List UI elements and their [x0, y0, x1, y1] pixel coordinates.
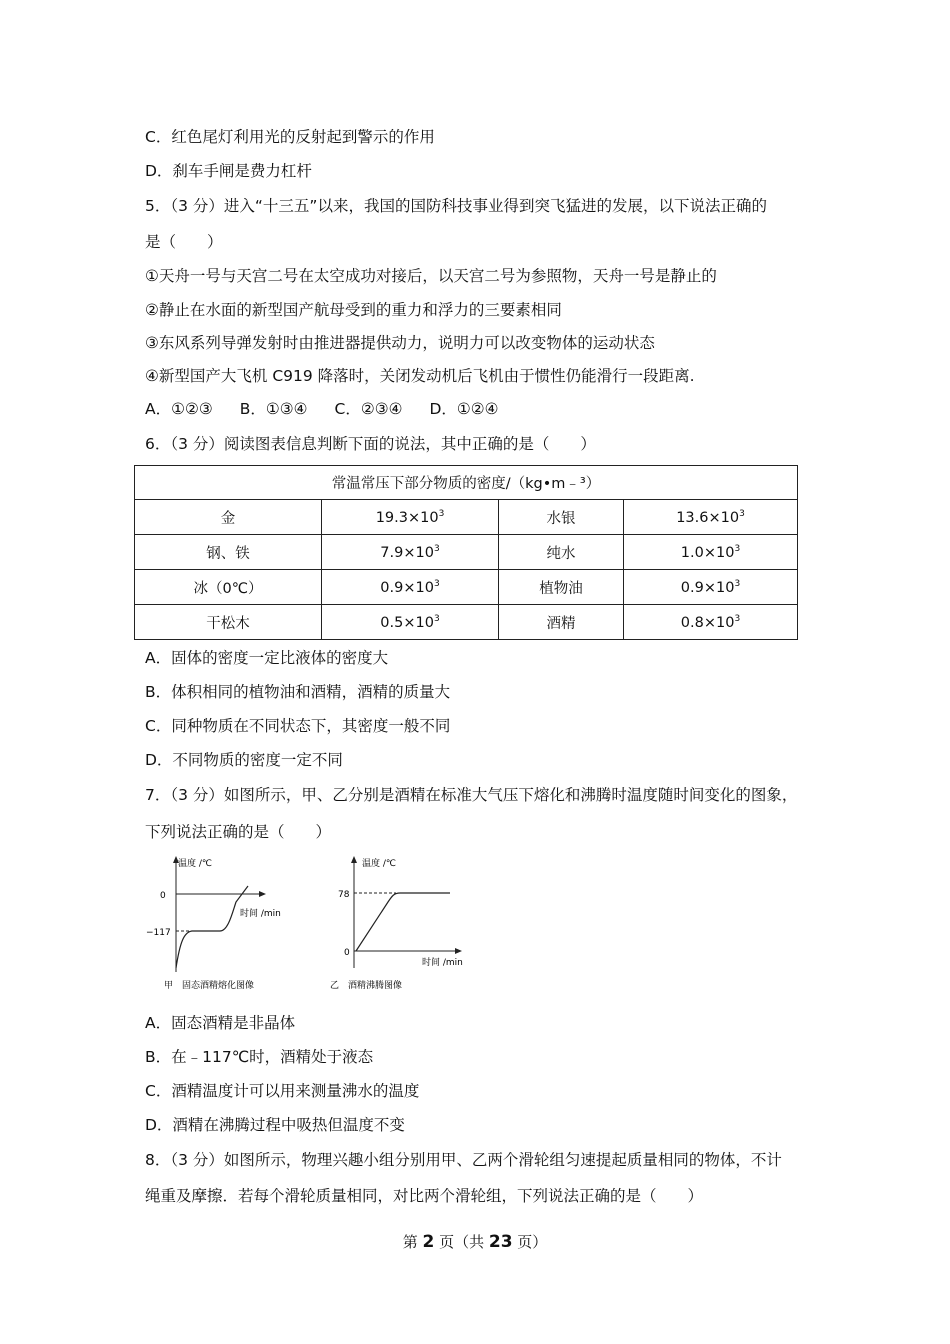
- q7-option-a[interactable]: A．固态酒精是非晶体: [145, 1014, 296, 1032]
- q5-statement-1: ①天舟一号与天宫二号在太空成功对接后，以天宫二号为参照物，天舟一号是静止的: [145, 267, 717, 285]
- svg-text:时间 /min: 时间 /min: [422, 958, 463, 968]
- option-d-prev: D．刹车手闸是费力杠杆: [145, 162, 312, 180]
- q5-statement-4: ④新型国产大飞机 C919 降落时，关闭发动机后飞机由于惯性仍能滑行一段距离.: [145, 367, 695, 385]
- svg-text:乙 酒精沸腾图像: 乙 酒精沸腾图像: [330, 981, 403, 991]
- q6-option-b[interactable]: B．体积相同的植物油和酒精，酒精的质量大: [145, 683, 451, 701]
- q6-option-d[interactable]: D．不同物质的密度一定不同: [145, 751, 343, 769]
- q5-option-c[interactable]: C．②③④: [334, 400, 403, 418]
- q5-option-a[interactable]: A．①②③: [145, 400, 213, 418]
- q5-stem: 5．（3 分）进入“十三五”以来，我国的国防科技事业得到突飞猛进的发展，以下说法正确的: [145, 197, 767, 215]
- svg-text:温度 /℃: 温度 /℃: [362, 859, 397, 869]
- q6-option-a[interactable]: A．固体的密度一定比液体的密度大: [145, 649, 389, 667]
- option-c-prev: C．红色尾灯利用光的反射起到警示的作用: [145, 128, 435, 146]
- table-row: 冰（0℃） $0.9\times 10^3$ 植物油 $0.9\times 10^3$: [135, 570, 798, 605]
- q7-option-c[interactable]: C．酒精温度计可以用来测量沸水的温度: [145, 1082, 420, 1100]
- q6-stem: 6．（3 分）阅读图表信息判断下面的说法，其中正确的是（ ）: [145, 435, 596, 453]
- q5-option-d[interactable]: D．①②④: [429, 400, 499, 418]
- page-footer: 第 2 页（共 23 页）: [402, 1232, 548, 1252]
- svg-text:甲 固态酒精熔化图像: 甲 固态酒精熔化图像: [164, 981, 255, 991]
- svg-text:温度 /℃: 温度 /℃: [178, 859, 213, 869]
- q7-stem-cont: 下列说法正确的是（ ）: [145, 823, 332, 841]
- q7-option-d[interactable]: D．酒精在沸腾过程中吸热但温度不变: [145, 1116, 405, 1134]
- boiling-graph: [330, 852, 480, 997]
- q5-options: [145, 399, 521, 419]
- page-total: 23: [488, 1232, 513, 1252]
- melting-graph: [140, 852, 300, 997]
- q5-stem-cont: 是（ ）: [145, 233, 223, 251]
- table-row: 钢、铁 $7.9\times 10^3$ 纯水 $1.0\times 10^3$: [135, 535, 798, 570]
- q7-stem: 7．（3 分）如图所示，甲、乙分别是酒精在标准大气压下熔化和沸腾时温度随时间变化的图象，: [145, 786, 798, 804]
- q8-stem: 8．（3 分）如图所示，物理兴趣小组分别用甲、乙两个滑轮组匀速提起质量相同的物体，不计: [145, 1151, 782, 1169]
- table-row: 干松木 $0.5\times 10^3$ 酒精 $0.8\times 10^3$: [135, 605, 798, 640]
- q6-option-c[interactable]: C．同种物质在不同状态下，其密度一般不同: [145, 717, 451, 735]
- q5-statement-3: ③东风系列导弹发射时由推进器提供动力，说明力可以改变物体的运动状态: [145, 334, 655, 352]
- svg-text:−117: −117: [146, 928, 171, 938]
- q8-stem-cont: 绳重及摩擦．若每个滑轮质量相同，对比两个滑轮组，下列说法正确的是（ ）: [145, 1187, 704, 1205]
- svg-text:0: 0: [344, 948, 350, 958]
- density-table: [134, 465, 798, 640]
- density-table-caption: 常温常压下部分物质的密度/（kg•m﹣³）: [135, 466, 798, 500]
- table-row: 金 $19.3\times 10^3$ 水银 $13.6\times 10^3$: [135, 500, 798, 535]
- q5-statement-2: ②静止在水面的新型国产航母受到的重力和浮力的三要素相同: [145, 301, 562, 319]
- svg-text:0: 0: [160, 891, 166, 901]
- svg-text:78: 78: [338, 890, 350, 900]
- q5-option-b[interactable]: B．①③④: [239, 400, 308, 418]
- q7-option-b[interactable]: B．在﹣117℃时，酒精处于液态: [145, 1048, 374, 1066]
- page-number: 2: [422, 1232, 435, 1252]
- svg-text:时间 /min: 时间 /min: [240, 909, 281, 919]
